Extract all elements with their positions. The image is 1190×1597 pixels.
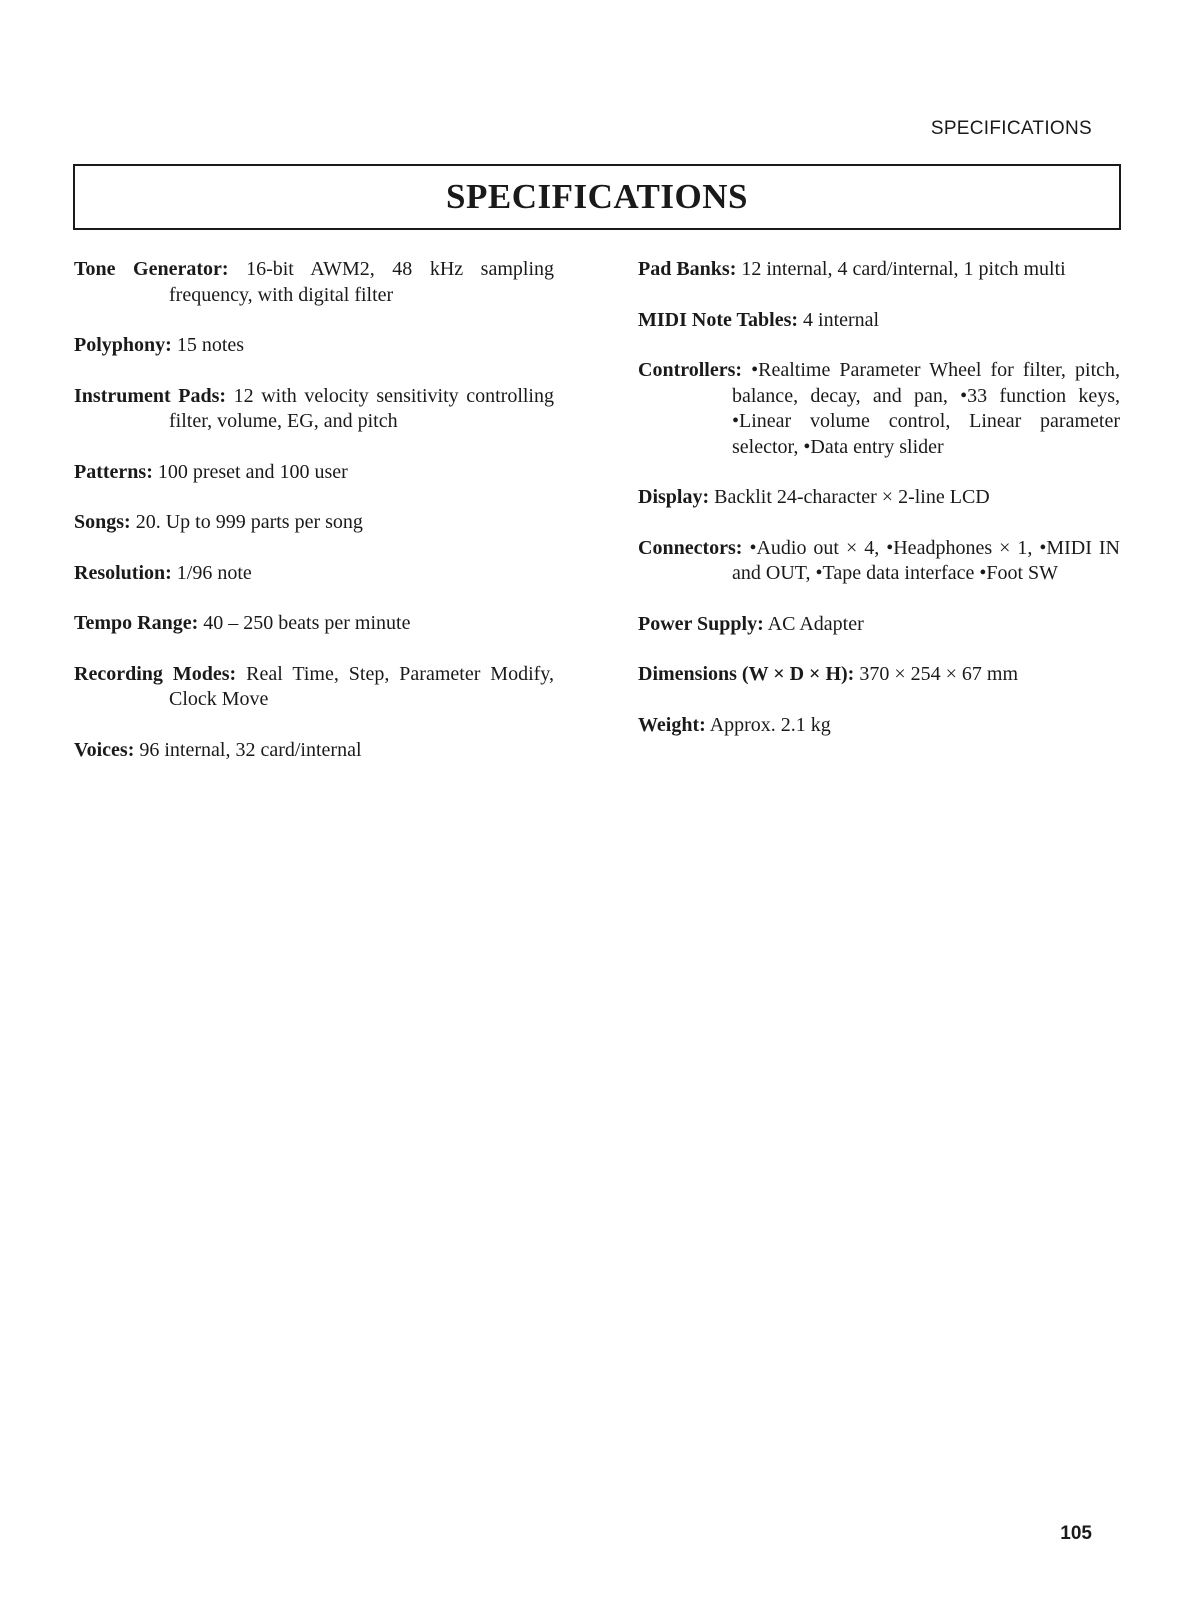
spec-pad-banks (638, 257, 1120, 283)
spec-value: 96 internal, 32 card/internal (139, 738, 362, 761)
spec-label: Weight: (638, 713, 706, 736)
spec-instrument-pads (74, 384, 554, 435)
spec-label: Tempo Range: (74, 612, 199, 634)
spec-power-supply (638, 612, 1120, 638)
spec-value: •Audio out × 4, •Headphones × 1, •MIDI IN and OUT, •Tape data interface •Foot SW (732, 536, 1120, 584)
spec-value: 4 internal (803, 308, 880, 331)
spec-patterns (74, 460, 554, 486)
spec-label: Controllers: (638, 359, 743, 381)
page-number: 105 (1060, 1523, 1092, 1544)
spec-display (638, 485, 1120, 511)
spec-songs (74, 510, 554, 536)
spec-label: Connectors: (638, 536, 743, 559)
spec-label: Patterns: (74, 460, 153, 483)
spec-value: Real Time, Step, Parameter Modify, Clock Move (169, 662, 555, 710)
spec-connectors (638, 536, 1120, 587)
spec-label: Instrument Pads: (74, 384, 227, 407)
spec-label: Power Supply: (638, 612, 764, 635)
spec-value: Backlit 24-character × 2-line LCD (714, 486, 990, 508)
spec-value: 20. Up to 999 parts per song (135, 511, 363, 533)
spec-value: 40 – 250 beats per minute (203, 612, 411, 634)
page-title: SPECIFICATIONS (446, 177, 748, 216)
spec-label: Tone Generator: (74, 258, 229, 280)
spec-value: 15 notes (176, 334, 245, 356)
spec-value: 1/96 note (176, 561, 252, 584)
spec-tone-generator (74, 257, 554, 308)
title-box (73, 164, 1121, 230)
spec-tempo-range (74, 611, 554, 637)
spec-label: Dimensions (W × D × H): (638, 663, 855, 685)
running-header: SPECIFICATIONS (930, 118, 1092, 139)
spec-resolution (74, 561, 554, 587)
spec-label: Songs: (74, 511, 131, 533)
spec-label: Display: (638, 486, 710, 508)
spec-value: 100 preset and 100 user (157, 460, 348, 483)
spec-dimensions (638, 662, 1120, 688)
spec-weight (638, 713, 1120, 739)
spec-label: Voices: (74, 738, 135, 761)
spec-label: Pad Banks: (638, 258, 737, 280)
spec-value: •Realtime Parameter Wheel for filter, pitch, balance, decay, and pan, •33 function keys, •Linear volume control, Linear parameter selector, •Data entry slider (732, 359, 1120, 458)
left-spec-column (74, 257, 554, 763)
spec-label: Resolution: (74, 561, 172, 584)
spec-controllers (638, 358, 1120, 460)
spec-value: 12 with velocity sensitivity controlling filter, volume, EG, and pitch (169, 384, 554, 432)
spec-value: 370 × 254 × 67 mm (859, 663, 1018, 685)
spec-value: 16-bit AWM2, 48 kHz sampling frequency, with digital filter (169, 258, 555, 306)
spec-voices (74, 738, 554, 764)
spec-value: 12 internal, 4 card/internal, 1 pitch multi (741, 258, 1066, 280)
spec-label: Polyphony: (74, 334, 172, 356)
spec-recording-modes (74, 662, 554, 713)
spec-label: MIDI Note Tables: (638, 308, 799, 331)
spec-value: Approx. 2.1 kg (709, 713, 831, 736)
spec-polyphony (74, 333, 554, 359)
spec-label: Recording Modes: (74, 662, 237, 685)
spec-value: AC Adapter (767, 612, 864, 635)
right-spec-column (638, 257, 1120, 738)
spec-midi-note-tables (638, 308, 1120, 334)
